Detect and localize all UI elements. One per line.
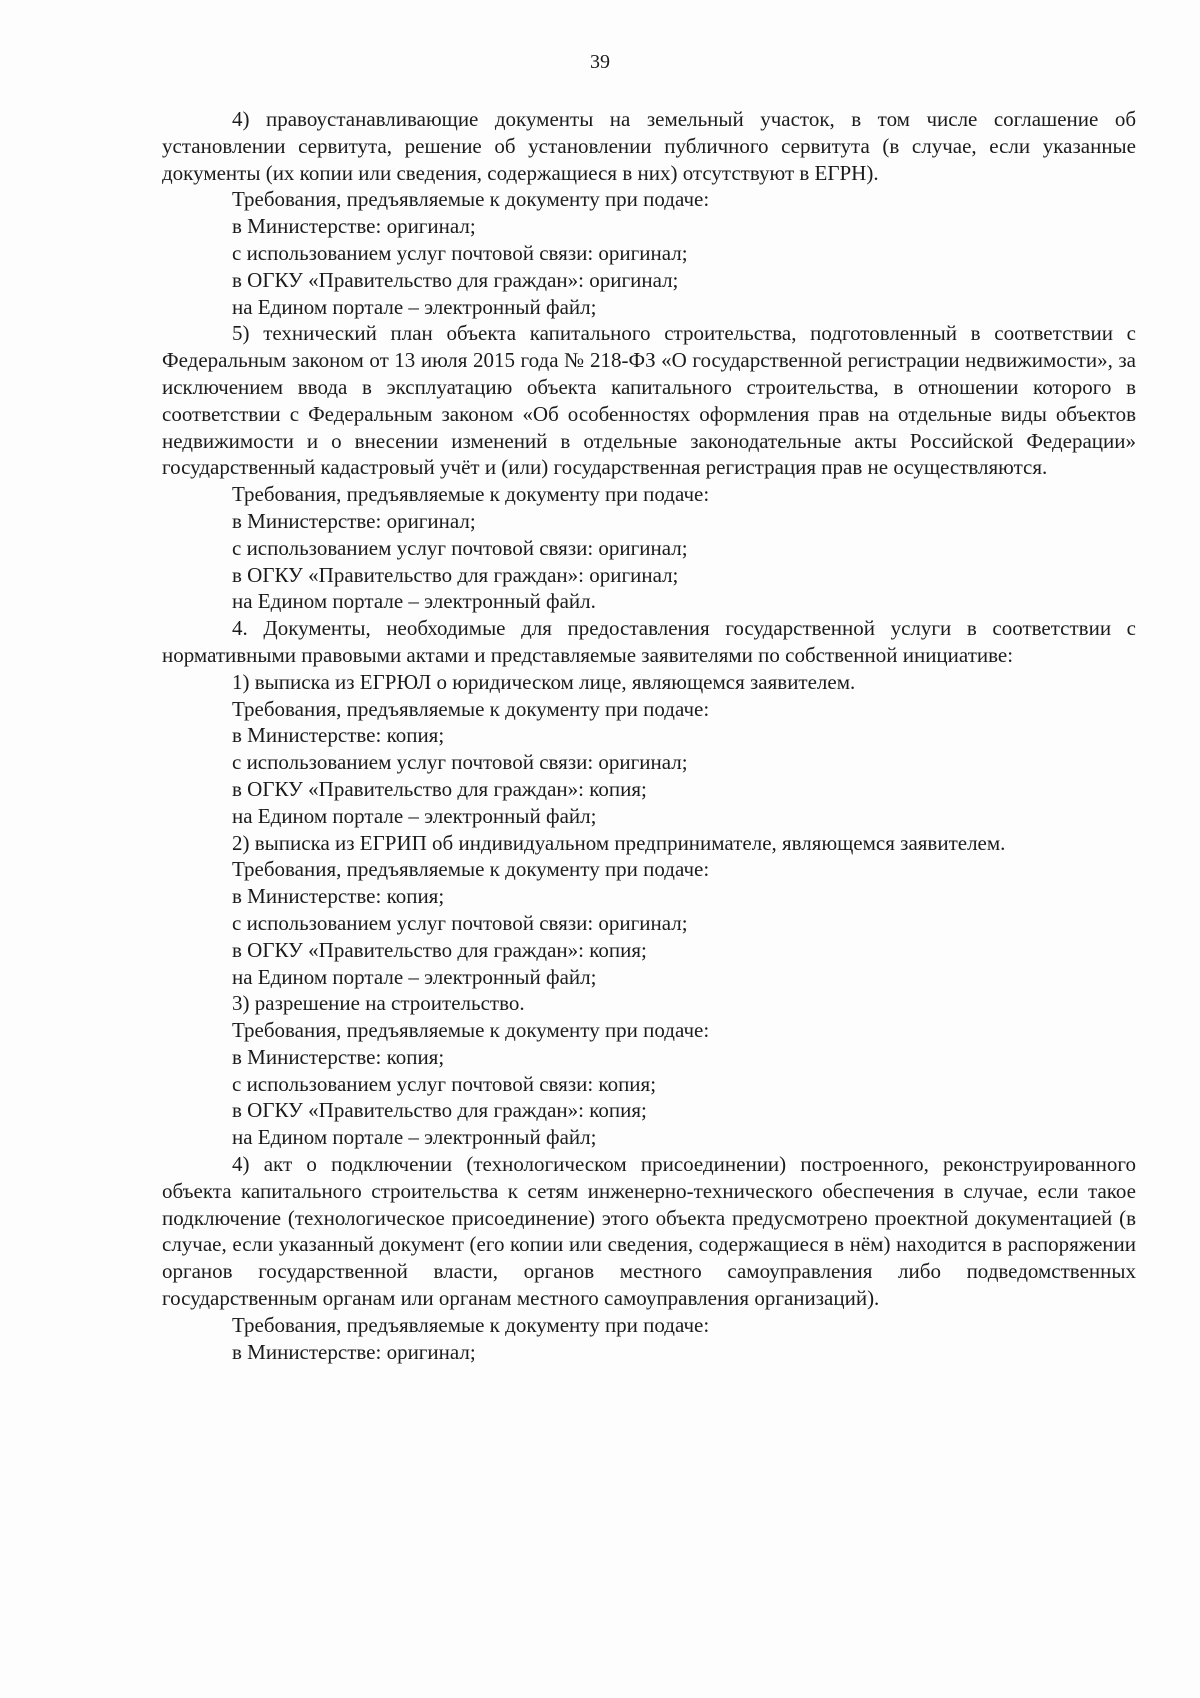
requirement-line: с использованием услуг почтовой связи: копия; [232, 1071, 657, 1096]
document-body [162, 106, 1136, 1365]
requirement-line: в Министерстве: копия; [232, 723, 445, 748]
requirement-line: в Министерстве: копия; [232, 884, 445, 909]
requirement-line: с использованием услуг почтовой связи: оригинал; [232, 910, 688, 935]
list-item-building-permit: 3) разрешение на строительство. [232, 991, 525, 1016]
list-item-egrip: 2) выписка из ЕГРИП об индивидуальном предпринимателе, являющемся заявителем. [232, 830, 1006, 855]
requirement-line: в Министерстве: копия; [232, 1044, 445, 1069]
requirement-line: в ОГКУ «Правительство для граждан»: копия; [232, 776, 647, 801]
requirement-line: в Министерстве: оригинал; [232, 508, 476, 533]
requirements-heading: Требования, предъявляемые к документу при подаче: [232, 857, 710, 882]
requirement-line: на Едином портале – электронный файл; [232, 1125, 597, 1150]
list-item-connection-act: 4) акт о подключении (технологическом присоединении) построенного, реконструированного объекта капитального строительства к сетям инженерно-технического обеспечения в случае, если такое подключение (технологическое присоединение) этого объекта предусмотрено проектной документацией (в случае, если указанный документ (его копии или сведения, содержащиеся в нём) находится в распоряжении органов государственной власти, органов местного самоуправления либо подведомственных государственным органам или органам местного самоуправления организаций). [162, 1152, 1136, 1311]
requirement-line: на Едином портале – электронный файл; [232, 803, 597, 828]
requirement-line: в ОГКУ «Правительство для граждан»: копия; [232, 1098, 647, 1123]
requirement-line: с использованием услуг почтовой связи: оригинал; [232, 535, 688, 560]
requirements-heading: Требования, предъявляемые к документу при подаче: [232, 187, 710, 212]
requirement-line: в ОГКУ «Правительство для граждан»: оригинал; [232, 267, 679, 292]
requirements-heading: Требования, предъявляемые к документу при подаче: [232, 1018, 710, 1043]
requirement-line: в Министерстве: оригинал; [232, 214, 476, 239]
requirement-line: в ОГКУ «Правительство для граждан»: копия; [232, 937, 647, 962]
requirements-heading: Требования, предъявляемые к документу при подаче: [232, 1312, 710, 1337]
requirements-heading: Требования, предъявляемые к документу при подаче: [232, 482, 710, 507]
requirement-line: на Едином портале – электронный файл; [232, 964, 597, 989]
requirement-line: с использованием услуг почтовой связи: оригинал; [232, 750, 688, 775]
section-4-heading-paragraph: 4. Документы, необходимые для предоставления государственной услуги в соответствии с нормативными правовыми актами и представляемые заявителями по собственной инициативе: [162, 616, 1136, 667]
paragraph-item-5-technical-plan: 5) технический план объекта капитального строительства, подготовленный в соответствии с Федеральным законом от 13 июля 2015 года № 218-ФЗ «О государственной регистрации недвижимости», за исключением ввода в эксплуатацию объекта капитального строительства, в отношении которого в соответствии с Федеральным законом «Об особенностях оформления прав на отдельные виды объектов недвижимости и о внесении изменений в отдельные законодательные акты Российской Федерации» государственный кадастровый учёт и (или) государственная регистрация прав не осуществляются. [162, 321, 1136, 480]
requirement-line: в Министерстве: оригинал; [232, 1339, 476, 1364]
page-number: 39 [590, 51, 610, 73]
requirements-heading: Требования, предъявляемые к документу при подаче: [232, 696, 710, 721]
list-item-egrul: 1) выписка из ЕГРЮЛ о юридическом лице, являющемся заявителем. [232, 669, 856, 694]
requirement-line: на Едином портале – электронный файл; [232, 294, 597, 319]
paragraph-item-4-land-documents: 4) правоустанавливающие документы на земельный участок, в том числе соглашение об установлении сервитута, решение об установлении публичного сервитута (в случае, если указанные документы (их копии или сведения, содержащиеся в них) отсутствуют в ЕГРН). [162, 107, 1136, 185]
requirement-line: на Едином портале – электронный файл. [232, 589, 596, 614]
requirement-line: в ОГКУ «Правительство для граждан»: оригинал; [232, 562, 679, 587]
requirement-line: с использованием услуг почтовой связи: оригинал; [232, 240, 688, 265]
